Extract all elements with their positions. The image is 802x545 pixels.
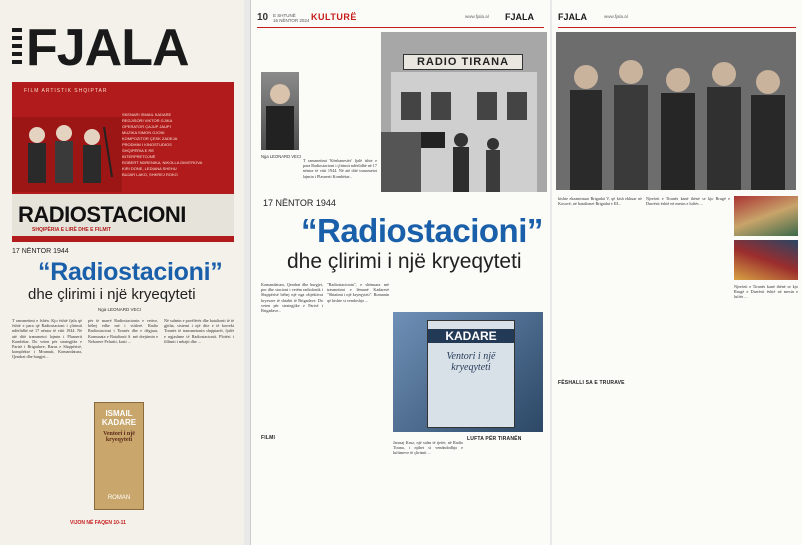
poster-title: RADIOSTACIONI — [18, 202, 186, 227]
subhead-war: LUFTA PËR TIRANËN — [467, 436, 522, 442]
article-column: Jarasaj Kruz, një sulm të tjetër, në Radio Tirana, i njihet si vendndodhja e luftimeve të çlirimit ... — [393, 440, 463, 456]
poster-figures-illustration — [12, 117, 122, 192]
middle-page — [250, 0, 550, 545]
book-cover — [427, 320, 515, 428]
book-title: Ventori i një kryeqyteti — [446, 351, 496, 373]
article-column: "Radiostacionin", e shënuara më trasmetimi e lëmanë Kadaresë "Shtatimi i një kryeqyteti". Romanin që kishte si vendoshja ... — [327, 282, 389, 303]
article-column: për të marrë Radiostacionin e vetive, bëhej edhe më i vitilerë. Radio Radiostacioni i Tiranës dhe e dëgjuar, Komunata e Batalionit S. më drejtimin e Nekarere Peluriti, kasti ... — [88, 318, 158, 344]
painting-image — [734, 196, 798, 236]
book-photo — [393, 312, 543, 432]
right-page — [552, 0, 802, 545]
crowd-photo — [556, 32, 796, 190]
article-column: Komandatura, Qendrat dhe burgjet, por dhe stacioni i vetëm radiofonik i Shqipërisë bëhej një nga objektivat kryesore të shtabit të Brigadave. Do veten për strategjike e Parisë i Brigadave... — [261, 282, 323, 314]
film-poster — [12, 82, 234, 242]
article-date: 17 NËNTOR 1944 — [263, 198, 336, 208]
site-url[interactable]: www.fjala.al — [604, 14, 628, 19]
book-author: KADARE — [428, 329, 514, 343]
masthead — [12, 19, 237, 77]
header-rule — [558, 27, 796, 28]
headline-main: “Radiostacioni” — [301, 212, 543, 249]
book-author: ISMAIL KADARE — [101, 409, 137, 427]
crowd-illustration — [556, 32, 796, 190]
book-cover — [94, 402, 144, 510]
author-caption: Nga LEONARD VECI — [261, 154, 302, 159]
article-column: T ransmetimi e fshën. Kjo është fjala që është e para që Radiostacioni i çlirimit ndërlidhë në 17 nëntor të vitit 1944. Në atë ditë transmetoi lajmin i Plasnerit Kombëtar. Do veten për strategjike e Parisë i Brigadave, Baras e Shqipërisë, komplekse i Mramuit, Komandatura, Qendrat dhe burgjet... — [12, 318, 82, 360]
author-silhouette-icon — [261, 72, 299, 150]
left-page — [0, 0, 244, 545]
subhead: FËSHALLI SA E TRURAVE — [558, 380, 625, 386]
radio-sign: RADIO TIRANA — [403, 54, 523, 70]
masthead-stripes-icon — [12, 28, 22, 72]
book-title: Ventori i një kryeqyteti — [103, 431, 135, 443]
headline-sub: dhe çlirimi i një kryeqyteti — [28, 286, 196, 303]
headline-sub: dhe çlirimi i një kryeqyteti — [287, 250, 522, 273]
painting-image — [734, 240, 798, 280]
article-column: Në sulmin e pavëlërës dhe batalionit të të gjitha, sistemi i një dite e të korrekt Tiranës të transmetonin shqiptarët, fjalët e ngjashme të Radiostacionit. Plotësi i fillimit i mbajti dhe ... — [164, 318, 234, 344]
continued-link[interactable]: VIJON NË FAQEN 10-11 — [70, 520, 126, 526]
small-logo: FJALA — [558, 12, 587, 22]
page-header — [251, 12, 550, 24]
poster-subtitle: SHQIPËRIA E LIRË DHE E FILMIT — [32, 227, 111, 233]
section-label: KULTURË — [311, 12, 357, 22]
small-logo: FJALA — [505, 12, 534, 22]
radio-tirana-photo — [381, 32, 547, 192]
page-date: E SHTUNË 16 NËNTOR 2024 — [273, 13, 310, 23]
site-url[interactable]: www.fjala.al — [465, 14, 489, 19]
intro-text: T ransmetimi 'Kënbanestër' fjalë ishte e para Radiostacioni i çlirimit ndërlidhë në 17 nëntor të vitit 1944. Në atë ditë transmetoi lajmin i Plasnerit Kombëtar... — [303, 158, 377, 179]
book-tag: ROMAN — [107, 495, 131, 501]
masthead-logo: FJALA — [26, 19, 189, 77]
headline-main: “Radiostacioni” — [38, 258, 223, 286]
page-header — [552, 12, 802, 24]
poster-credits: SKENARI ISMAIL KADARE REGJISORI VIKTOR GJIKA OPERATOR ÇAJUP JAUPI MUZIKA SIMON GJONI KOMPOZITOR ÇESK ZADEJA PRODHIM I KINOSTUDIOS SHQIPËRIA E RE INTERPRETOJNË ROBERT NDRENIKA, NIKOLLA DIMITROVA KIRI DONE, LEDIANA SHEHU BUJAR LAKO, SHKREJ ROKO — [122, 112, 203, 177]
byline: Nga LEONARD VECI — [98, 307, 142, 312]
article-column: Njerëzit e Tiranës kanë thënë se kjo Rrugë e Durrësit është në mesin e luftës ... — [646, 196, 730, 207]
author-photo — [261, 72, 299, 150]
article-column: Njerëzit e Tiranës kanë thënë se kjo Rrugë e Durrësit është në mesin e luftës ... — [734, 284, 798, 300]
subhead-film: FILMI — [261, 435, 276, 441]
poster-top-strip: FILM ARTISTIK SHQIPTAR — [24, 88, 108, 94]
poster-title-band — [12, 194, 234, 236]
article-column: kishte ekzaminuar Brigadat V, që kish ekhuar në Kosovë, në batalionet Brigadat e III... — [558, 196, 642, 207]
header-rule — [257, 27, 544, 28]
page-number: 10 — [257, 12, 269, 23]
article-date: 17 NËNTOR 1944 — [12, 248, 69, 255]
